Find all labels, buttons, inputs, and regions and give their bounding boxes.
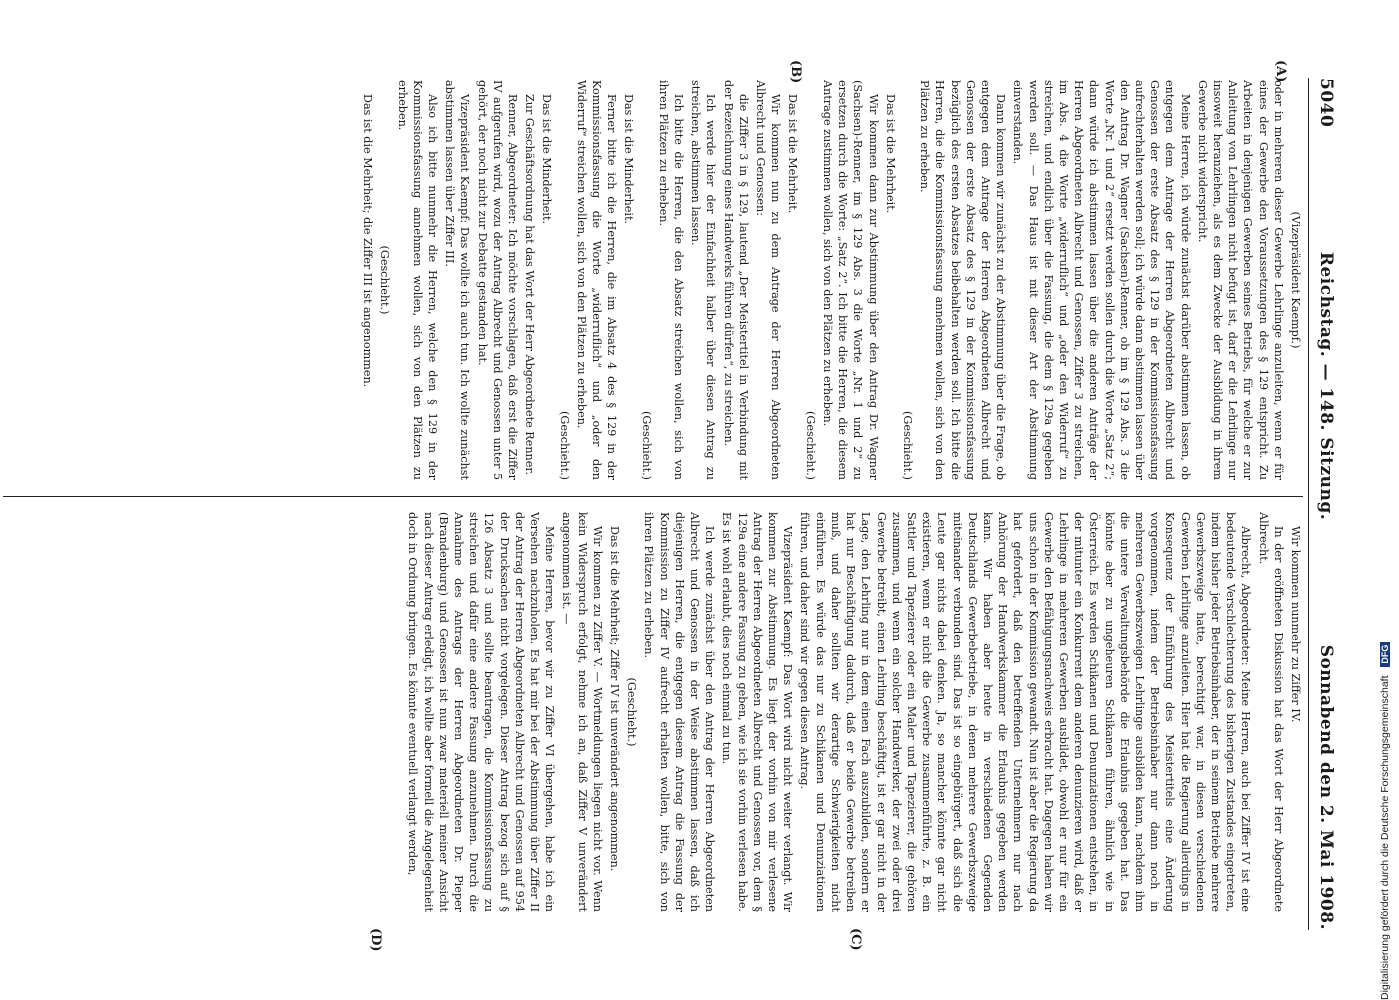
speaker-note: (Vizepräsident Kaempf.) xyxy=(1289,211,1302,349)
stage-direction: (Geschieht.) xyxy=(639,411,653,480)
paragraph: Zur Geschäftsordnung hat das Wort der Herr Abgeordnete Renner. xyxy=(523,94,537,476)
paragraph: Ich werde zunächst über den Antrag der Herren Abgeordneten Albrecht und Genossen in der Weise abstimmen lassen, daß ich diejenigen Herren, die entgegen diesem Antrag die Fassung der Kommission zu Ziffer IV aufrecht erhalten wollen, bitte, sich von ihren Plätzen zu erheben. xyxy=(642,512,717,912)
paragraph: Vizepräsident Kaempf: Das Wort wird nicht weiter verlangt. Wir kommen zur Abstimmung. Es liegt der vorhin von mir verlesene Antrag der Herren Abgeordneten Albrecht und Genossen vor, dem § 129a eine andere Fassung zu geben, wie ich sie vorhin verlesen habe. Es ist wohl erlaubt, dies noch einmal zu tun. xyxy=(720,512,795,912)
paragraph: In der eröffneten Diskussion hat das Wort der Herr Abgeordnete Albrecht. xyxy=(1256,512,1285,912)
stage-direction: (Geschieht.) xyxy=(900,411,914,480)
paragraph: Ich werde hier der Einfachheit halber über diesen Antrag zu streichen, abstimmen lassen. xyxy=(689,80,718,480)
paragraph: Also ich bitte nunmehr die Herren, welche den § 129 in der Kommissionsfassung annehmen wollen, sich von den Plätzen zu erheben. xyxy=(395,80,440,480)
paragraph: Das ist die Mehrheit. xyxy=(786,94,800,214)
quoted-motion: die Ziffer 3 in § 129, lautend „Der Meistertitel in Verbindung mit der Bezeichnung eines Handwerks führen dürfen“, zu streichen. xyxy=(721,80,750,480)
attribution-text xyxy=(1379,600,1399,1000)
attribution-strip xyxy=(1362,600,1391,1000)
right-column xyxy=(403,512,1303,912)
paragraph: Meine Herren, bevor wir zu Ziffer VI übergehen, habe ich ein Versehen nachzuholen. Es hat mir bei der Abstimmung über Ziffer II der Antrag der Herren Abgeordneten Albrecht und Genossen auf 954 der Drucksachen nicht vorgelegen. Dieser Antrag bezog sich auf § 126 Absatz 3 und sollte beantragen, die Kommissionsfassung zu streichen und dafür eine andere Fassung anzunehmen. Durch die Annahme des Antrags der Herren Abgeordneten Dr. Pieper (Brandenburg) und Genossen ist nun zwar materiell meiner Ansicht nach dieser Antrag erledigt, ich wollte aber formell die Angelegenheit doch in Ordnung bringen. Es könnte eventuell verlangt werden, xyxy=(406,512,557,912)
margin-label-c: (C) xyxy=(848,928,863,951)
page-title: Reichstag. — 148. Sitzung. xyxy=(1316,251,1336,521)
dfg-logo: DFG xyxy=(1380,642,1390,667)
page-header xyxy=(1311,78,1341,930)
stage-direction: (Geschieht.) xyxy=(557,411,571,480)
paragraph: Wir kommen nun zu dem Antrage der Herren Abgeordneten Albrecht und Genossen: xyxy=(754,80,783,480)
attribution-label: Digitalisierung gefördert durch die Deutsche Forschungsgemeinschaft xyxy=(1379,675,1391,1000)
paragraph: Das ist die Mehrheit; die Ziffer III ist angenommen. xyxy=(361,94,375,388)
paragraph: Das ist die Mehrheit. xyxy=(883,94,897,214)
paragraph: Wir kommen dann zur Abstimmung über den Antrag Dr. Wagner (Sachsen)-Renner, im § 129 Abs. 3 die Worte „Nr. 1 und 2“ zu ersetzen durch die Worte: „Satz 2“. Ich bitte die Herren, die diesem Antrage zustimmen wollen, sich von den Plätzen zu erheben. xyxy=(820,80,880,480)
stage-direction: (Geschieht.) xyxy=(625,677,639,747)
paragraph: Albrecht, Abgeordneter: Meine Herren, auch bei Ziffer IV ist eine bedeutende Verschlechterung des bisherigen Zustandes eingetreten, indem bisher jeder Betriebsinhaber, der in seinem Betriebe mehrere Gewerbszweige hatte, berechtigt war, in diesen verschiedenen Gewerben Lehrlinge anzuleiten. Hier hat die Regierung allerdings in Konsequenz der Einführung des Meistertitels eine Änderung vorgenommen, indem der Betriebsinhaber nur dann noch in mehreren Gewerbszweigen Lehrlinge ausbilden kann, nachdem ihm die untere Verwaltungsbehörde die Erlaubnis gegeben hat. Das könnte aber zu ungeheuren Schikanen führen, ähnlich wie in Österreich. Es werden Schikanen und Denunziationen entstehen, in der mitunter ein Konkurrent dem anderen denunzieren wird, daß er Lehrlinge in mehreren Gewerben ausbildet, obwohl er nur für ein Gewerbe den Befähigungsnachweis erbracht hat. Dagegen haben wir uns schon in der Kommission gewandt. Nun ist aber die Regierung da hat gefordert, daß den betreffenden Unternehmern nur nach Anhörung der Handwerkskammer die Erlaubnis gegeben werden kann. Wir haben aber heute in verschiedenen Gegenden Deutschlands Gewerbebetriebe, in denen mehrere Gewerbszweige miteinander verbunden sind. Das ist so eingebürgert, daß sich die Leute gar nichts dabei denken. Ja, so mancher könnte gar nicht existieren, wenn er nicht die Gewerbe zusammenführte, z. B. ein Sattler und Tapezierer oder ein Maler und Tapezierer, die gehören zusammen, und wenn ein solcher Handwerker, der zwei oder drei Gewerbe betreibt, einen Lehrling beschäftigt, ist er gar nicht in der Lage, den Lehrling nur in dem einen Fach auszubilden, sondern er hat nur Beschäftigung dadurch, daß er beide Gewerbe betreiben muß, und daher sollten wir derartige Schwierigkeiten nicht einführen. Es würde das nur zu Schikanen und Denunziationen führen, und daher sind wir gegen diesen Antrag. xyxy=(798,512,1253,912)
page-number: 5040 xyxy=(1316,78,1336,128)
margin-label-d: (D) xyxy=(368,928,383,952)
paragraph: Renner, Abgeordneter: Ich möchte vorschlagen, daß erst die Ziffer IV aufgerufen wird, wozu der Antrag Albrecht und Genossen unter 5 gehört, der noch nicht zur Debatte gestanden hat. xyxy=(475,80,520,480)
margin-label-a: (A) xyxy=(1273,60,1288,83)
page-date: Sonnabend den 2. Mai 1908. xyxy=(1316,644,1336,930)
paragraph: Das ist die Mehrheit; Ziffer IV ist unverändert angenommen. xyxy=(608,526,622,872)
header-rule xyxy=(1308,78,1309,930)
column-divider xyxy=(3,496,1303,497)
paragraph: oder in mehreren dieser Gewerbe Lehrlinge anzuleiten, wenn er für eines der Gewerbe den Voraussetzungen des § 129 entspricht. Zu Arbeiten in denjenigen Gewerben seines Betriebs, für welche er zur Anleitung von Lehrlingen nicht befugt ist, darf er die Lehrlinge nur insoweit heranziehen, als es dem Zwecke der Ausbildung in ihrem Gewerbe nicht widerspricht. xyxy=(1195,80,1285,480)
left-column xyxy=(358,80,1303,480)
stage-direction: (Geschieht.) xyxy=(378,245,392,315)
paragraph: Wir kommen zu Ziffer V. — Wortmeldungen liegen nicht vor. Wenn kein Widerspruch erfolgt, nehme ich an, daß Ziffer V unverändert angenommen ist. — xyxy=(560,512,604,912)
paragraph: Ich bitte die Herren, die den Absatz streichen wollen, sich von ihren Plätzen zu erheben. xyxy=(656,80,686,480)
paragraph: Das ist die Minderheit. xyxy=(540,94,554,225)
paragraph: Dann kommen wir zunächst zu der Abstimmung über die Frage, ob entgegen dem Antrage der Herren Abgeordneten Albrecht und Genossen der erste Absatz des § 129 in der Kommissionsfassung bezüglich des ersten Absatzes beibehalten werden soll. Ich bitte die Herren, die die Kommissionsfassung annehmen wollen, sich von den Plätzen zu erheben. xyxy=(918,80,1008,480)
paragraph: Wir kommen nunmehr zu Ziffer IV. xyxy=(1289,526,1302,723)
paragraph: Ferner bitte ich die Herren, die im Absatz 4 des § 129 in der Kommissionsfassung die Worte „widerruflich“ und „oder den Widerruf“ streichen wollen, sich von den Plätzen zu erheben. xyxy=(574,80,619,480)
margin-label-b: (B) xyxy=(788,60,803,84)
paragraph: Das ist die Minderheit. xyxy=(622,94,636,225)
paragraph: Vizepräsident Kaempf: Das wollte ich auch tun. Ich wollte zunächst abstimmen lassen über Ziffer III. xyxy=(443,80,472,480)
paragraph: Meine Herren, ich würde zunächst darüber abstimmen lassen, ob entgegen dem Antrage der Herren Abgeordneten Albrecht und Genossen der erste Absatz des § 129 in der Kommissionsfassung aufrechterhalten werden soll; ich würde dann abstimmen lassen über den Antrag Dr. Wagner (Sachsen)-Renner, ob im § 129 Abs. 3 die Worte „Nr. 1 und 2“ ersetzt werden sollen durch die Worte „Satz 2“; dann würde ich abstimmen lassen über die anderen Anträge der Herren Abgeordneten Albrecht und Genossen, Ziffer 3 zu streichen, im Abs. 4 die Worte „widerruflich“ und „oder den Widerruf“ zu streichen, und endlich über die Fassung, die dem § 129a gegeben werden soll. — Das Haus ist mit dieser Art der Abstimmung einverstanden. xyxy=(1011,80,1192,480)
stage-direction: (Geschieht.) xyxy=(803,411,817,480)
